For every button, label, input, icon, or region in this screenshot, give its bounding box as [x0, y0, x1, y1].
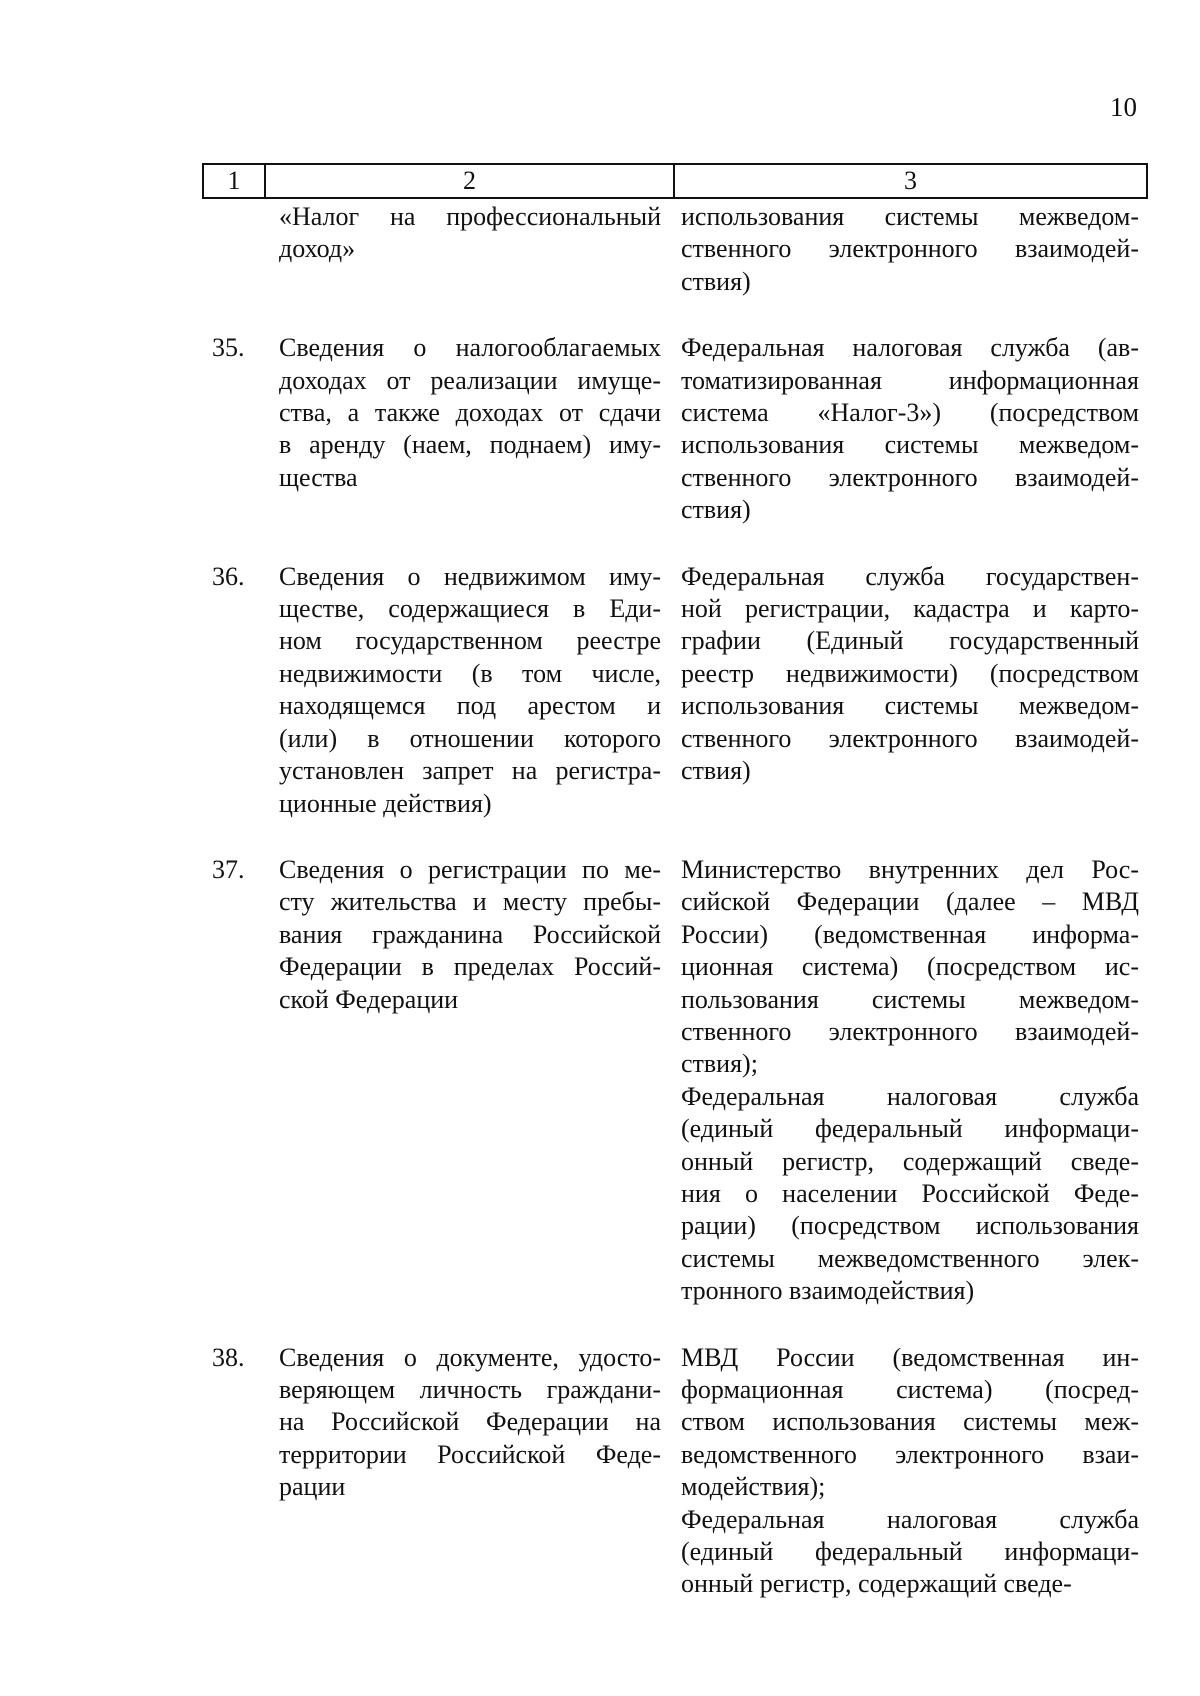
text-line: щества: [279, 462, 358, 492]
text-line: установлен запрет на регистра-: [279, 756, 661, 786]
header-cell-1: 1: [204, 165, 266, 197]
text-line: пользования системы межведом-: [681, 984, 1139, 1014]
text-line: сту жительства и месту пребы-: [279, 887, 661, 917]
text-line: ствия);: [681, 1049, 758, 1079]
row-number: 36.: [212, 561, 245, 591]
text-line: ния о населении Российской Феде-: [681, 1178, 1139, 1208]
text-line: (единый федеральный информаци-: [681, 1114, 1139, 1144]
row-description: [254, 1342, 671, 1601]
page-number: 10: [1110, 92, 1137, 122]
text-line: в аренду (наем, поднаем) иму-: [279, 430, 661, 460]
text-line: «Налог на профессиональный: [279, 202, 661, 231]
text-line: территории Российской Феде-: [279, 1439, 661, 1469]
text-line: использования системы межведом-: [681, 430, 1139, 460]
table-row: [202, 1342, 1148, 1601]
text-line: ной регистрации, кадастра и карто-: [681, 594, 1139, 624]
text-line: ства, а также доходах от сдачи: [279, 398, 661, 428]
text-line: Сведения о регистрации по ме-: [279, 854, 661, 884]
table-row: [202, 332, 1148, 526]
row-description: [254, 201, 671, 298]
text-line: онный регистр, содержащий сведе-: [681, 1569, 1072, 1599]
text-line: Федеральная налоговая служба: [681, 1081, 1139, 1111]
text-line: модействия);: [681, 1472, 826, 1502]
text-line: ством использования системы меж-: [681, 1407, 1139, 1437]
text-line: ствия): [681, 266, 751, 296]
text-line: недвижимости (в том числе,: [279, 658, 661, 688]
text-line: МВД России (ведомственная ин-: [681, 1342, 1139, 1372]
text-line: ственного электронного взаимодей-: [681, 1016, 1139, 1046]
text-line: ном государственном реестре: [279, 626, 661, 656]
text-line: ведомственного электронного взаи-: [681, 1439, 1139, 1469]
text-line: ственного электронного взаимодей-: [681, 723, 1139, 753]
row-source: [671, 561, 1139, 820]
text-line: Федеральная налоговая служба: [681, 1504, 1139, 1534]
text-line: ственного электронного взаимодей-: [681, 234, 1139, 264]
row-description: [254, 854, 671, 1308]
text-line: рации) (посредством использования: [681, 1211, 1139, 1241]
text-line: вания гражданина Российской: [279, 919, 661, 949]
text-line: формационная система) (посред-: [681, 1375, 1139, 1404]
text-line: использования системы межведом-: [681, 691, 1139, 721]
text-line: использования системы межведом-: [681, 202, 1139, 231]
text-line: (единый федеральный информаци-: [681, 1537, 1139, 1567]
text-line: Сведения о налогооблагаемых: [279, 333, 661, 363]
row-number: 37.: [212, 854, 245, 884]
text-line: ствия): [681, 756, 751, 786]
text-line: на Российской Федерации на: [279, 1407, 661, 1437]
text-line: система «Налог-3») (посредством: [681, 398, 1139, 428]
text-line: Федеральная налоговая служба (ав-: [681, 333, 1139, 363]
text-line: графии (Единый государственный: [681, 626, 1139, 656]
text-line: ционная система) (посредством ис-: [681, 952, 1139, 982]
row-source: [671, 201, 1139, 298]
text-line: Федерации в пределах Россий-: [279, 952, 661, 982]
text-line: томатизированная информационная: [681, 365, 1139, 395]
text-line: рации: [279, 1472, 346, 1502]
text-line: онный регистр, содержащий сведе-: [681, 1146, 1139, 1176]
row-description: [254, 332, 671, 526]
table-row: [202, 561, 1148, 820]
text-line: веряющем личность граждани-: [279, 1375, 661, 1404]
text-line: Министерство внутренних дел Рос-: [681, 854, 1139, 884]
text-line: (или) в отношении которого: [279, 723, 661, 753]
row-source: [671, 332, 1139, 526]
text-line: реестр недвижимости) (посредством: [681, 658, 1139, 688]
text-line: Сведения о недвижимом иму-: [279, 561, 661, 591]
text-line: Федеральная служба государствен-: [681, 561, 1139, 591]
row-number: 38.: [212, 1342, 245, 1372]
row-description: [254, 561, 671, 820]
text-line: системы межведомственного элек-: [681, 1243, 1139, 1273]
text-line: доход»: [279, 234, 356, 264]
text-line: России) (ведомственная информа-: [681, 919, 1139, 949]
text-line: находящемся под арестом и: [279, 691, 661, 721]
text-line: доходах от реализации имуще-: [279, 365, 661, 395]
row-number: 35.: [212, 333, 245, 363]
table-row: [202, 854, 1148, 1308]
text-line: Сведения о документе, удосто-: [279, 1342, 661, 1372]
header-cell-3: 3: [904, 166, 917, 195]
text-line: ской Федерации: [279, 984, 459, 1014]
text-line: ществе, содержащиеся в Еди-: [279, 594, 661, 624]
text-line: тронного взаимодействия): [681, 1276, 975, 1306]
text-line: ствия): [681, 495, 751, 525]
row-source: [671, 1342, 1139, 1601]
text-line: ционные действия): [279, 788, 492, 818]
row-source: [671, 854, 1139, 1308]
header-cell-2: 2: [266, 165, 675, 197]
table-body: [202, 201, 1148, 1601]
row-number: [202, 201, 254, 298]
text-line: ственного электронного взаимодей-: [681, 462, 1139, 492]
table-row: [202, 201, 1148, 298]
text-line: сийской Федерации (далее – МВД: [681, 887, 1139, 917]
table-header: [202, 163, 1148, 199]
